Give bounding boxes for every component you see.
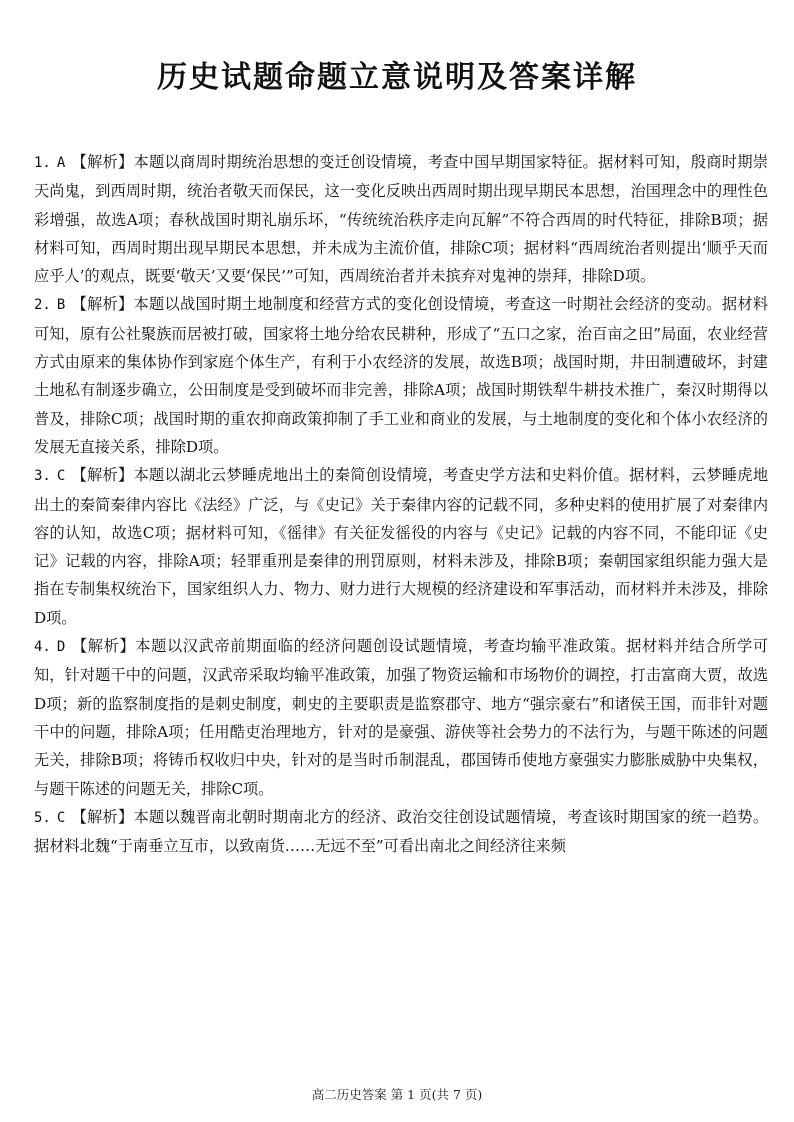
item-answer: C — [56, 468, 66, 485]
answer-item-2 — [34, 290, 768, 461]
item-answer: A — [56, 155, 66, 171]
answer-item-3 — [34, 461, 768, 632]
item-answer: C — [56, 809, 66, 826]
item-number: 3. — [34, 468, 51, 485]
item-explanation: 【解析】本题以湖北云梦睡虎地出土的秦简创设情境，考查史学方法和史料价值。据材料，云梦睡虎地出土的秦简秦律内容比《法经》广泛，与《史记》关于秦律内容的记载不同，多种史料的使用扩展了对秦律内容的认知，故选C项；据材料可知，《徭律》有关征发徭役的内容与《史记》记载的内容不同，不能印证《史记》记载的内容，排除A项；轻罪重刑是秦律的刑罚原则，材料未涉及，排除B项；秦朝国家组织能力强大是指在专制集权统治下，国家组织人力、物力、财力进行大规模的经济建设和军事活动，而材料并未涉及，排除D项。 — [34, 466, 768, 627]
item-number: 1. — [34, 155, 51, 171]
item-number: 4. — [34, 639, 51, 656]
item-number: 2. — [34, 297, 51, 314]
answer-item-5 — [34, 803, 768, 861]
item-explanation: 【解析】本题以战国时期土地制度和经营方式的变化创设情境，考查这一时期社会经济的变动。据材料可知，原有公社聚族而居被打破，国家将土地分给农民耕种，形成了“五口之家，治百亩之田”局面，农业经营方式由原来的集体协作到家庭个体生产，有利于小农经济的发展，故选B项；战国时期，井田制遭破坏，封建土地私有制逐步确立，公田制度是受到破坏而非完善，排除A项；战国时期铁犁牛耕技术推广，秦汉时期得以普及，排除C项；战国时期的重农抑商政策抑制了手工业和商业的发展，与土地制度的变化和个体小农经济的发展无直接关系，排除D项。 — [34, 295, 768, 456]
page-title: 历史试题命题立意说明及答案详解 — [157, 60, 637, 95]
page-footer: 高二历史答案 第 1 页(共 7 页) — [311, 1087, 483, 1102]
answer-list — [34, 148, 768, 860]
answer-item-1 — [34, 148, 768, 290]
item-explanation: 【解析】本题以魏晋南北朝时期南北方的经济、政治交往创设试题情境，考查该时期国家的统一趋势。据材料北魏“于南垂立互市，以致南货……无远不至”可看出南北之间经济往来频 — [34, 807, 768, 856]
item-explanation: 【解析】本题以商周时期统治思想的变迁创设情境，考查中国早期国家特征。据材料可知，殷商时期崇天尚鬼，到西周时期，统治者敬天而保民，这一变化反映出西周时期出现早期民本思想，治国理念中的理性色彩增强，故选A项；春秋战国时期礼崩乐坏，“传统统治秩序走向瓦解”不符合西周的时代特征，排除B项；据材料可知，西周时期出现早期民本思想，并未成为主流价值，排除C项；据材料“西周统治者则提出‘顺乎天而应乎人’的观点，既要‘敬天’又要‘保民’”可知，西周统治者并未摈弃对鬼神的崇拜，排除D项。 — [34, 153, 768, 286]
item-number: 5. — [34, 809, 51, 826]
item-explanation: 【解析】本题以汉武帝前期面临的经济问题创设试题情境，考查均输平准政策。据材料并结合所学可知，针对题干中的问题，汉武帝采取均输平准政策，加强了物资运输和市场物价的调控，打击富商大贾，故选D项；新的监察制度指的是刺史制度，刺史的主要职责是监察郡守、地方“强宗豪右”和诸侯王国，而非针对题干中的问题，排除A项；任用酷吏治理地方，针对的是豪强、游侠等社会势力的不法行为，与题干陈述的问题无关，排除B项；将铸币权收归中央，针对的是当时币制混乱，郡国铸币使地方豪强实力膨胀威胁中央集权，与题干陈述的问题无关，排除C项。 — [34, 637, 768, 798]
item-answer: D — [56, 639, 66, 656]
answer-item-4 — [34, 632, 768, 803]
item-answer: B — [56, 297, 66, 314]
